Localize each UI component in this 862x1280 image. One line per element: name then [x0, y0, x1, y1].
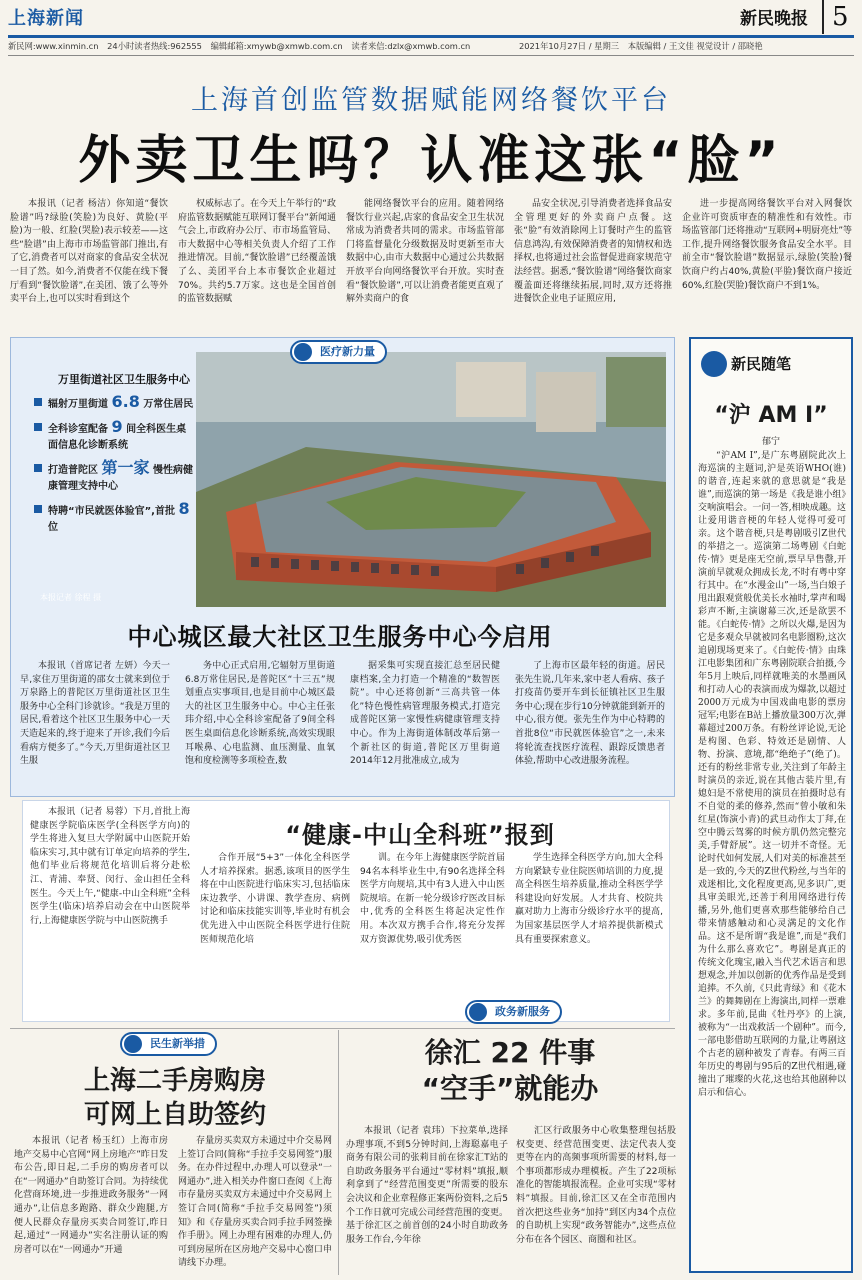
info-item: 打造普陀区 第一家 慢性病健康管理支持中心	[34, 460, 196, 495]
health-tag: 医疗新力量	[290, 340, 387, 364]
info-item: 全科诊室配备 9 间全科医生桌面信息化诊断系统	[34, 419, 196, 454]
page-number: 5	[822, 0, 849, 34]
column-title: “沪 AM I”	[714, 403, 828, 428]
health-col-4: 了上海市区最年轻的街道。居民张先生说,几年来,家中老人看病、孩子打疫苗仍要开车到长征镇社区卫生服务中心;现在步行10分钟就能到新开的中心,很方便。张先生作为中心特聘的首批8位“市民就医体验官”之一,未来将轮流查找医疗流程、跟踪反馈患者体验,帮助中心改进服务流程。	[515, 661, 665, 767]
info-panel-title: 万里街道社区卫生服务中心	[58, 373, 190, 386]
gp-col-2: 合作开展“5+3”一体化全科医学人才培养探索。据悉,该项目的医学生将在中山医院进行临床实习,包括临床床边教学、小讲课、教学查房、病例讨论和临床技能实训等,毕业时有机会优先进入中山医院全科医学进行住院医师规范化培	[200, 853, 350, 945]
bullet-square-icon	[34, 398, 42, 406]
section-name: 上海新闻	[8, 8, 84, 29]
xuhui-col-2: 汇区行政服务中心收集整理包括股权变更、经营范围变更、法定代表人变更等在内的高频事项所需要的材料,每一个事项都形成办理模板。产生了22项标准化的智能填报流程。企业可实现“零材料”填报。目前,徐汇区又在全市范围内首次把这些业务“加持”到区内34个点位的自助机上实现“政务智能办”,这些点位分布在各个园区、商圈和社区。	[516, 1126, 676, 1245]
housing-col-1: 本报讯（记者 杨玉红）上海市房地产交易中心官网“网上房地产”昨日发布公告,即日起,二手房的购房者可以在“一网通办”自助签订合同。为持续优化营商环境,进一步推进政务服务“一网通办”,让信息多跑路、群众少跑腿,方便人民群众存量房买卖合同签订,昨日起,通过“一网通办”实名注册认证的购房者可以在“一网通办”开通	[14, 1136, 168, 1255]
xuhui-headline: 徐汇 22 件事 “空手”就能办	[421, 1036, 599, 1105]
health-col-2: 务中心正式启用,它辐射万里街道6.8万常住居民,是普陀区“十三五”规划重点实事项目,也是目前中心城区最大的社区卫生服务中心。中心主任张玮介绍,中心全科诊室配备了9间全科医生桌面信息化诊断系统,高效实现眼耳喉鼻、心电监测、血压测量、血氧饱和度检测等多项检查,数	[185, 661, 335, 767]
tag-dot-icon	[294, 343, 312, 361]
newspaper-brand: 新民晚报	[740, 9, 808, 29]
bullet-square-icon	[34, 464, 42, 472]
lead-col-4: 品安全状况,引导消费者选择食品安全管理更好的外卖商户点餐。这张“脸”有效消除网上订餐时产生的监管信息鸿沟,有效保障消费者的知情权和选择权,也将通过社会监督促进商家规范守法经营。据悉,“餐饮脸谱”网络餐饮商家覆盖面还将继续拓展,同时,双方还将推进餐饮企业电子证照应用,	[514, 199, 672, 305]
column-label: 新民随笔	[731, 355, 792, 373]
bullet-square-icon	[34, 505, 42, 513]
column-logo-icon	[701, 351, 727, 377]
issue-date: 2021年10月27日 / 星期三	[518, 41, 620, 51]
site-url[interactable]: 新民网:www.xinmin.cn	[8, 41, 99, 51]
lead-headline: 外卖卫生吗？认准这张“脸”	[78, 131, 784, 191]
housing-col-2: 存量房买卖双方未通过中介交易网上签订合同(简称“手拉手交易网签”)服务。在办件过程中,办理人可以登录“一网通办”,进入相关办件窗口查阅《上海市存量房买卖双方未通过中介交易网上签订合同(简称“手拉手交易网签”)须知》和《存量房买卖合同手拉手网签操作手册》。网上办理有困难的办理人,仍可到房屋所在区房地产交易中心窗口申请线下办理。	[178, 1136, 332, 1269]
editor-email[interactable]: 编辑邮箱:xmywb@xmwb.com.cn	[210, 41, 343, 51]
gp-headline: “健康-中山全科班”报到	[285, 821, 555, 849]
gp-col-4: 学生选择全科医学方向,加大全科方向紧缺专业住院医师培训的力度,提高全科医生培养质量,推动全科医学学科建设向好发展。人才共育、校院共赢对助力上海市分级诊疗水平的提高,为国家基层医学人才培养提供新模式具有重要探索意义。	[515, 853, 663, 945]
info-item: 特聘“市民就医体验官”,首批 8 位	[34, 501, 196, 536]
header-rule	[8, 35, 854, 38]
gp-col-3: 训。在今年上海健康医学院首届94名本科毕业生中,有90名选择全科医学方向规培,其中有3人进入中山医院规培。在新一轮分级诊疗医改目标中,优秀的全科医生将起决定性作用。本次双方携手合作,将充分发挥双方资源优势,吸引优秀医	[360, 853, 505, 945]
staff-credits: 本版编辑 / 王文佳 视觉设计 / 邵晓艳	[627, 41, 763, 51]
xuhui-col-1: 本报讯（记者 袁玮）下拉菜单,选择办理事项,不到5分钟时间,上海聪嘉电子商务有限公司的张莉目前在徐家汇T站的自助政务服务平台通过“零材料”填报,顺利拿到了“经营范围变更”所需要的股东会决议和企业章程修正案两份资料,之后5个工作日就可完成公司经营范围的变更。基于徐汇区之前首创的24小时自助政务服务工作台,今年徐	[346, 1126, 508, 1245]
info-item: 辐射万里街道 6.8 万常住居民	[34, 394, 196, 413]
column-body: “沪AM I”,是广东粤剧院此次上海巡演的主题词,沪是英语WHO(谁)的谐音,连起来就的意思就是“我是谁”,而巡演的第一场是《我是谁小组》交响演唱会。一问一答,相映成趣。这让爱用谐音梗的年轻人觉得可爱可亲。这个谐音梗,只是粤剧吸引Z世代的举措之一。巡演第二场粤剧《白蛇传·情》更是座无空前,票早早售罄,开演前早就观众拥成长龙,不时有粤中穿行其中。在“水漫金山”一场,当白娘子甩出跟观赏般优美长水袖时,掌声和喝彩声不断,主演谢幕三次,还是欲罢不能。《白蛇传·情》之所以火爆,是因为它是多观众早就被同名电影圈粉,这次追剧现场更来了。《白蛇传·情》由珠江电影集团和广东粤剧院联合拍摄,今年5月上映后,同样就唯美的水墨画风和打动人心的表演而成为爆款,以超过2000万元成为中国戏曲电影的票房冠军;电影在B站上播放量300万次,弹幕超过200万条。有粉丝评论说,无论是构图、色彩、特效还是剧情、人物、扮演、意境,都“绝绝子”(绝了)。还有的粉丝非常专业,关注到了年龄主时演员的亲近,说在其他古装片里,有媳妇是不常使用的演员在拍摄时总有不自觉的柔的修养,然而“曾小敏和朱红星(饰演小青)的武旦动作太丁拜,在空中腾云驾雾的时候方肌仍然完整完美,手臂舒展”。这一切并不奇怪。无论时代如何发展,人们对美的标准甚至是一致的,今天的Z世代粉丝,与当年的戏迷相比,文化程度更高,见多识广,更具审美眼光,还善于利用网络进行传播,另外,他们更喜欢那些能够给自己带来情感触动和心灵满足的文化作品。这不是所谓“我是谁”,而是“我们为什么那么喜欢它”。粤剧是真正的传统文化瑰宝,融入当代艺术语言和思想观念,并加以创新的优秀作品是受到追捧。不久前,《只此青绿》和《花木兰》的舞舞剧在上海演出,同样一票难求。多年前,昆曲《牡丹亭》的上演,被称为“一出戏救活一个剧种”。而今,一部电影借助互联网的力量,让粤剧这个古老的剧种被发了青春。有两三百年历史的粤剧与95后的Z世代相遇,碰撞出了璀璨的火花,这也给其他剧种以启示和信心。	[698, 451, 846, 1098]
bottom-vertical-rule	[338, 1030, 339, 1275]
tag-dot-icon	[124, 1035, 142, 1053]
lead-col-5: 进一步提高网络餐饮平台对入网餐饮企业许可资质审查的精准性和有效性。市场监管部门还将推动“互联网+明厨亮灶”等工作,提升网络餐饮服务食品安全水平。目前全市“餐饮脸谱”数据显示,绿脸(笑脸)餐饮商户约占40%,黄脸(平脸)餐饮商户接近60%,红脸(哭脸)餐饮商户不到1%。	[682, 199, 852, 291]
column-author: 郁宁	[761, 437, 780, 447]
lead-col-3: 能网络餐饮平台的应用。随着网络餐饮行业兴起,店家的食品安全卫生状况常成为消费者共同的需求。市场监管部门将监督量化分级数据及时更新至市大数据中心,由市大数据中心通过公共数据开放平台向网络餐饮平台开放。实时查看“餐饮脸谱”,可以让消费者能更直观了解外卖商户的食	[346, 199, 504, 305]
building-photo-illustration	[196, 352, 666, 607]
lead-col-1: 本报讯（记者 杨洁）你知道“餐饮脸谱”吗?绿脸(笑脸)为良好、黄脸(平脸)为一般、红脸(哭脸)表示较差——这些“脸谱”由上海市市场监管部门推出,有了它,消费者可以对商家的食品安全状况一目了然。如今,消费者不仅能在线下餐厅看到“餐饮脸谱”,在美团、饿了么等外卖平台上,也可以实时看到这个	[10, 199, 168, 305]
xuhui-tag: 政务新服务	[465, 1000, 562, 1024]
hotline: 24小时读者热线:962555	[107, 41, 202, 51]
gp-col-1: 本报讯（记者 易蓉）下月,首批上海健康医学院临床医学(全科医学方向)的学生将进入复旦大学附属中山医院开始临床实习,其中就有订单定向培养的学生,他们毕业后将规范化培训后将分赴松江、青浦、奉贤、闵行、金山担任全科医生。今天上午,“健康-中山全科班”全科医学生(临床)培养启动会在中山医院举行,上海健康医学院与中山医院携手	[30, 807, 190, 926]
building-photo	[196, 352, 666, 607]
health-headline: 中心城区最大社区卫生服务中心今启用	[127, 623, 553, 651]
lead-col-2: 权威标志了。在今天上午举行的“政府监管数据赋能互联网订餐平台”新闻通气会上,市政府办公厅、市市场监管局、市大数据中心等相关负责人介绍了工作推进情况。目前,“餐饮脸谱”已经覆盖饿了么、美团平台上本市餐饮企业超过70%。共约5.7万家。这也是全国首创的监管数据赋	[178, 199, 336, 305]
health-col-3: 据采集可实现直接汇总至居民健康档案,全力打造一个精准的“数智医院”。中心还将创新“三高共管一体化”特色慢性病管理服务模式,打造完成普陀区第一家慢性病健康管理支持中心。作为上海街道体制改革后第一个新社区的街道,普陀区万里街道2014年12月批准成立,成为	[350, 661, 500, 767]
bullet-square-icon	[34, 423, 42, 431]
tag-dot-icon	[469, 1003, 487, 1021]
info-rule	[8, 55, 854, 56]
lead-kicker: 上海首创监管数据赋能网络餐饮平台	[191, 85, 671, 116]
housing-headline: 上海二手房购房 可网上自助签约	[83, 1066, 266, 1130]
photo-credit: 本报记者 徐程 摄	[40, 593, 102, 602]
health-info-panel	[34, 372, 196, 572]
housing-tag: 民生新举措	[120, 1032, 217, 1056]
reader-email[interactable]: 读者来信:dzlx@xmwb.com.cn	[351, 41, 471, 51]
health-col-1: 本报讯（首席记者 左妍）今天一早,家住万里街道的邵女士就来到位于万泉路上的普陀区万里街道社区卫生服务中心全科门诊就诊。“我是万里的居民,看着这个社区卫生服务中心一天天造起来的,终于迎来了开诊,我们今后看病方便多了。”今天,万里街道社区卫生服	[20, 661, 170, 767]
bottom-divider	[10, 1028, 675, 1029]
info-line	[8, 40, 854, 54]
